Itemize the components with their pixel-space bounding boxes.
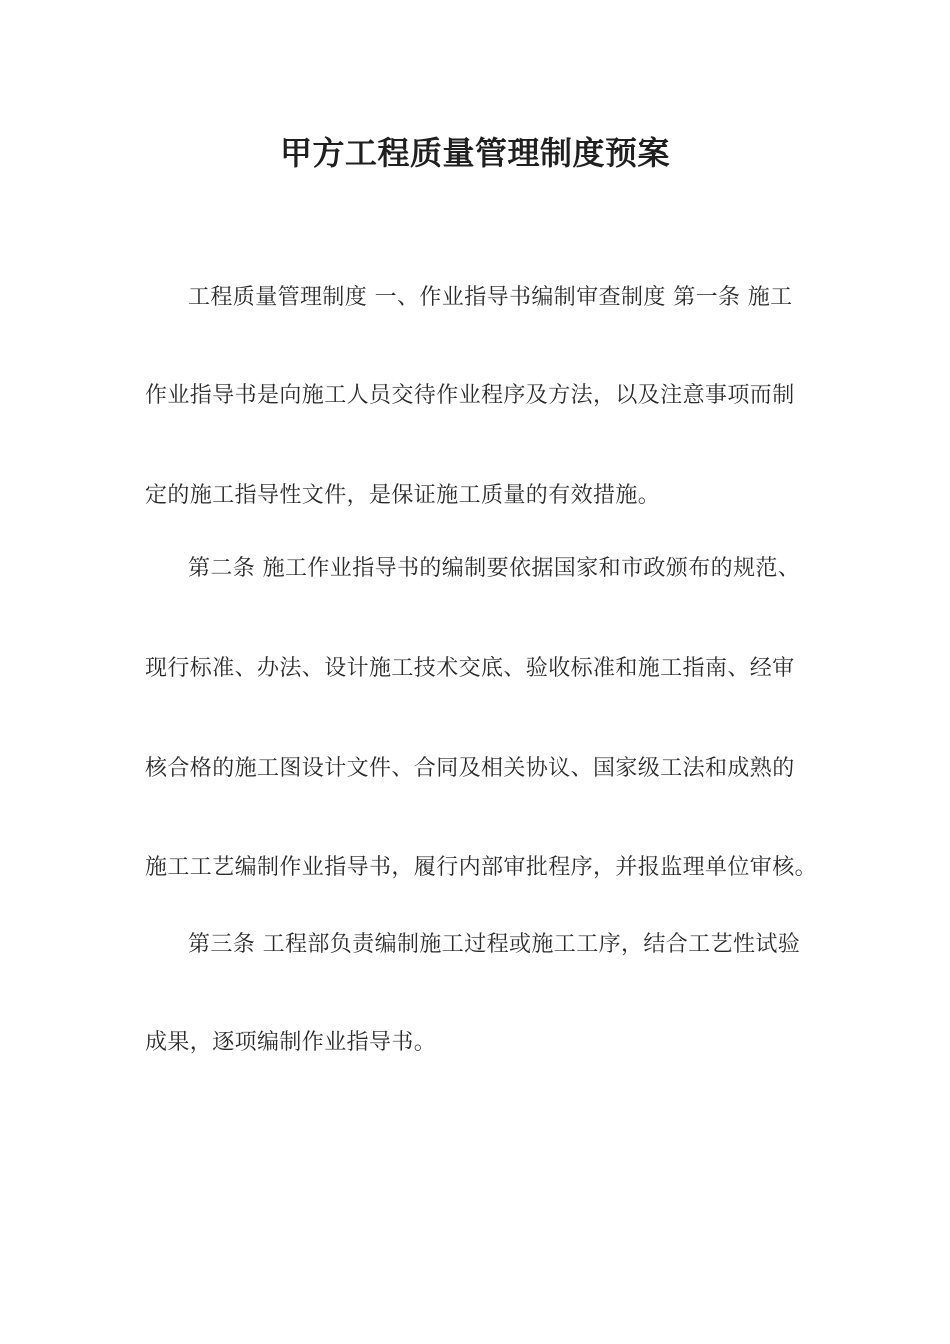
paragraph-2-line-1: 第二条 施工作业指导书的编制要依据国家和市政颁布的规范、 bbox=[188, 556, 801, 581]
paragraph-2-line-4: 施工工艺编制作业指导书，履行内部审批程序，并报监理单位审核。 bbox=[145, 855, 818, 880]
document-title: 甲方工程质量管理制度预案 bbox=[279, 134, 670, 172]
paragraph-1-line-2: 作业指导书是向施工人员交待作业程序及方法，以及注意事项而制 bbox=[145, 383, 795, 408]
paragraph-1-line-3: 定的施工指导性文件，是保证施工质量的有效措施。 bbox=[145, 483, 661, 508]
paragraph-2-line-3: 核合格的施工图设计文件、合同及相关协议、国家级工法和成熟的 bbox=[145, 756, 795, 781]
paragraph-1-line-1: 工程质量管理制度 一、作业指导书编制审查制度 第一条 施工 bbox=[188, 285, 793, 310]
paragraph-3-line-1: 第三条 工程部负责编制施工过程或施工工序，结合工艺性试验 bbox=[188, 932, 801, 957]
paragraph-2-line-2: 现行标准、办法、设计施工技术交底、验收标准和施工指南、经审 bbox=[145, 656, 795, 681]
paragraph-3-line-2: 成果，逐项编制作业指导书。 bbox=[145, 1030, 437, 1055]
